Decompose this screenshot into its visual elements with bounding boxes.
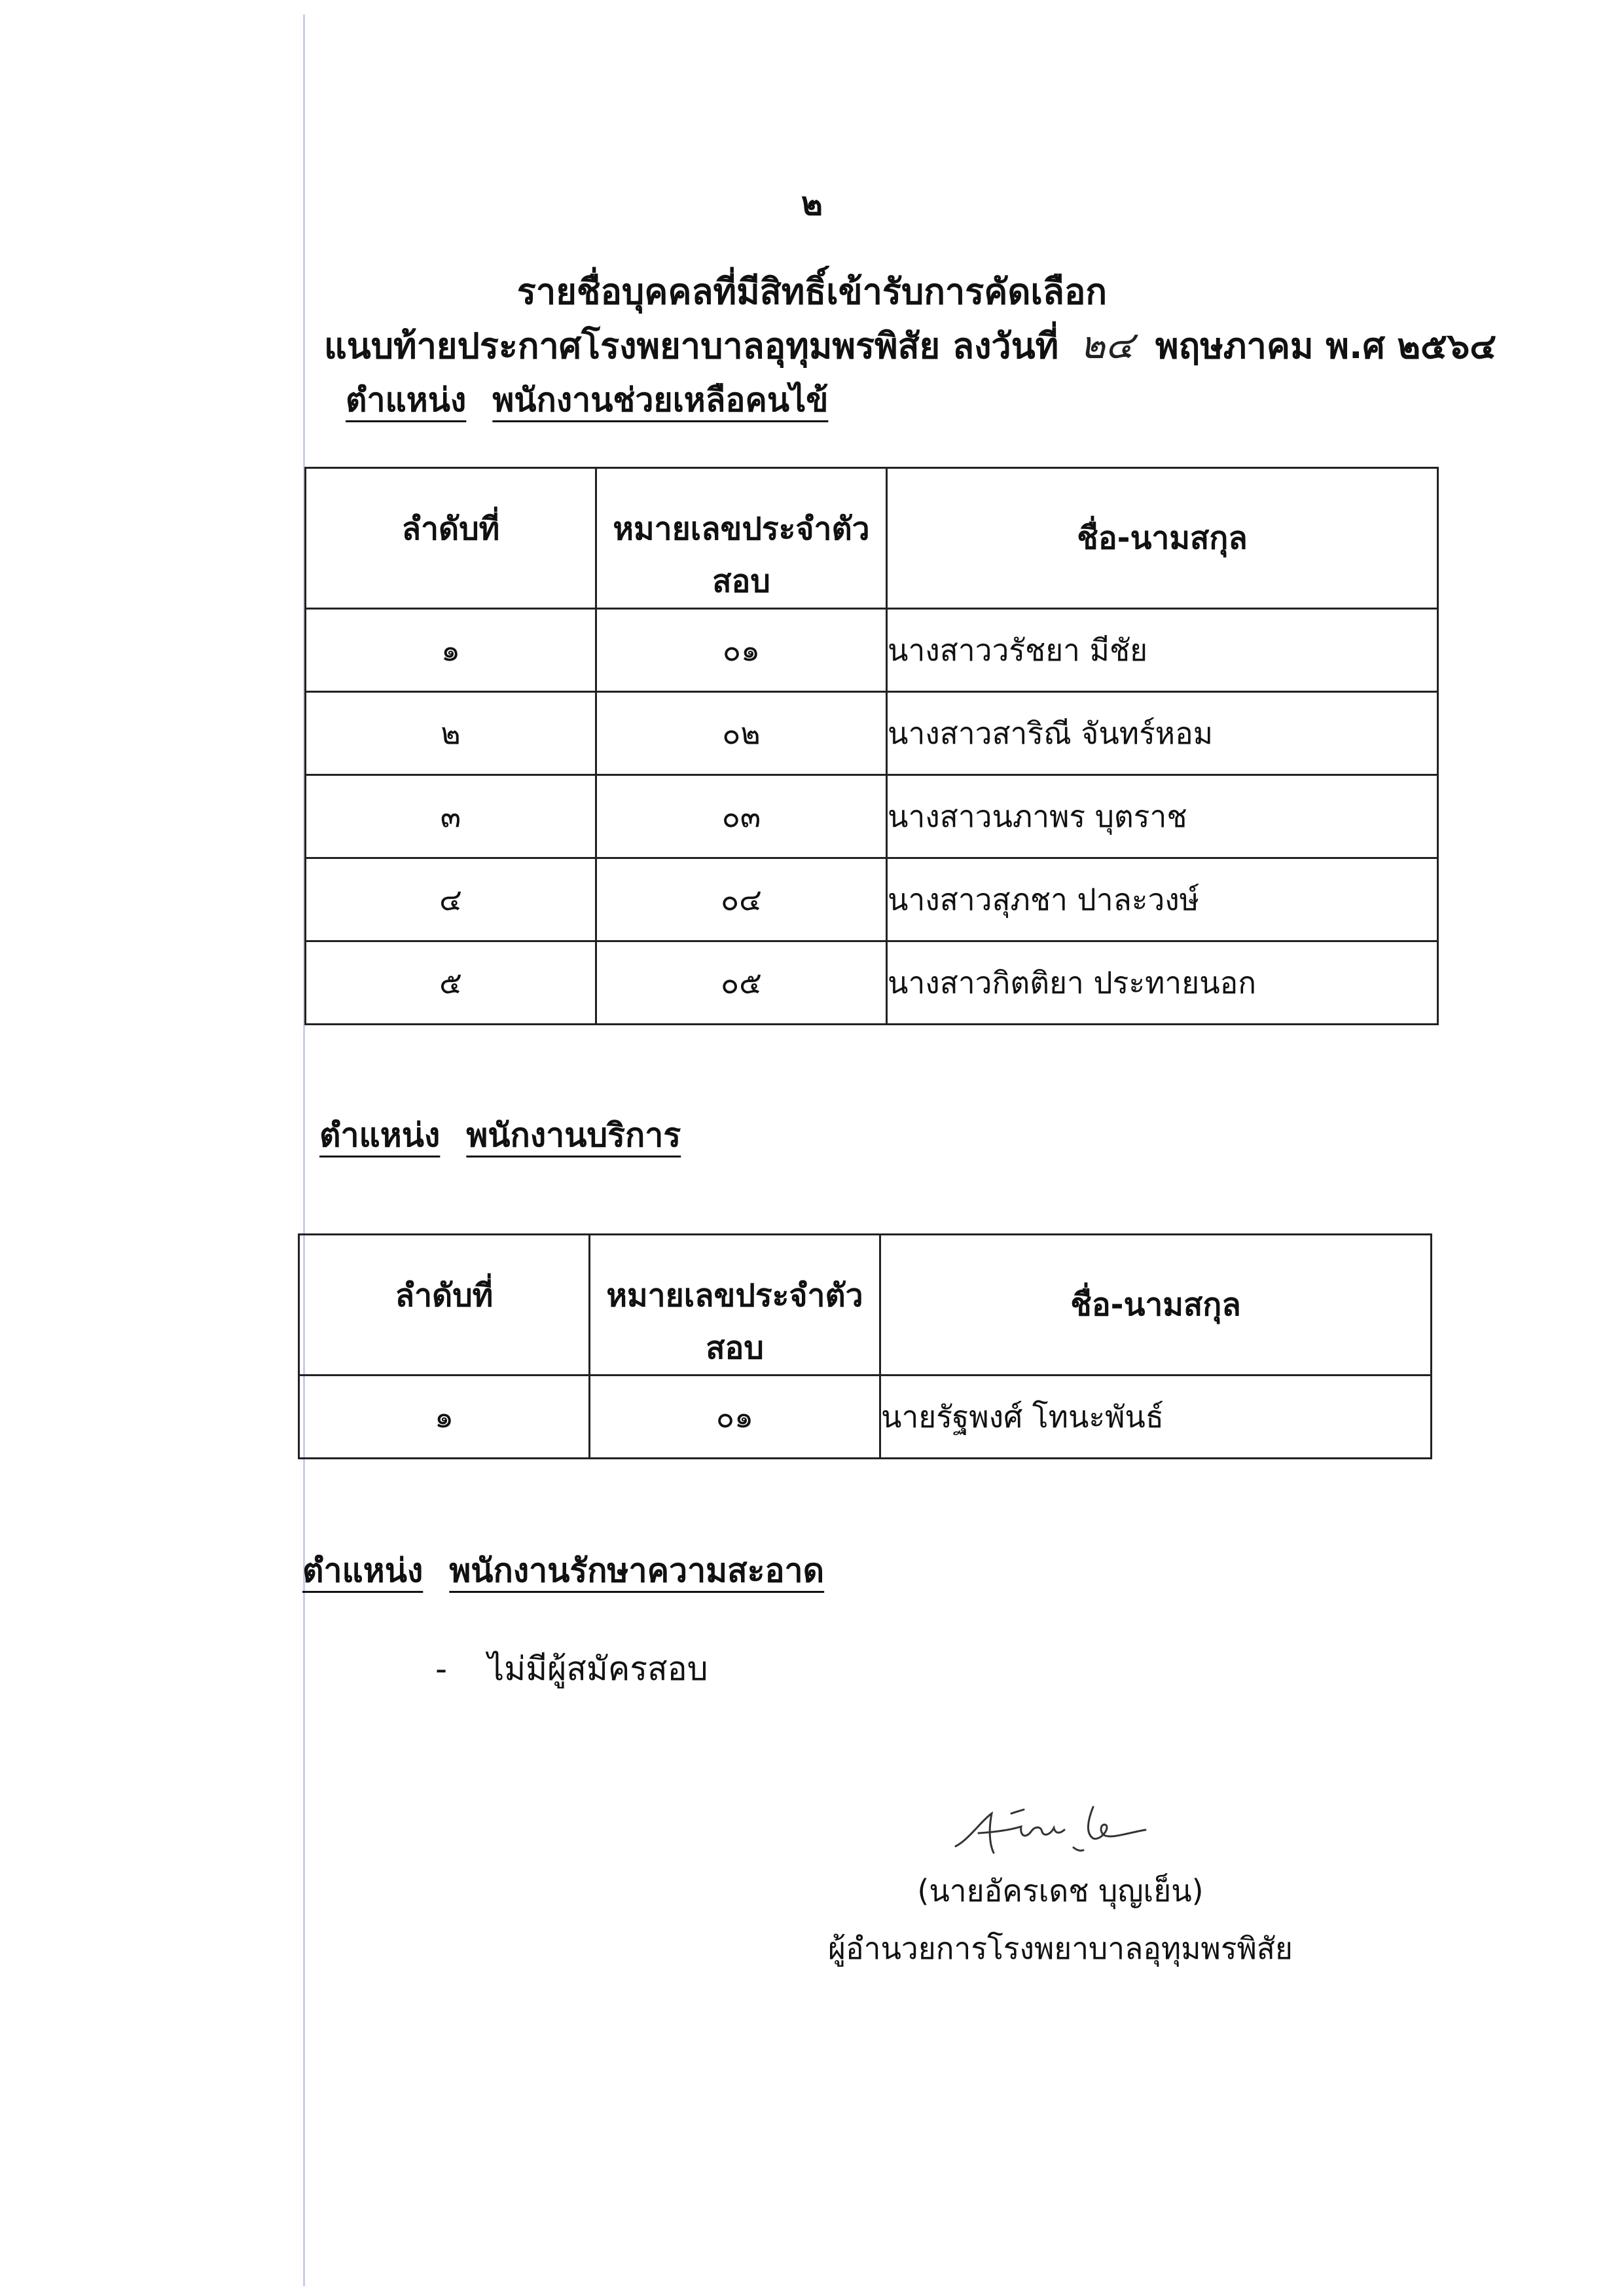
table-row [306,941,1438,1025]
cell-order: ๕ [306,941,596,1025]
subtitle-suffix: พฤษภาคม พ.ศ ๒๕๖๔ [1155,325,1497,367]
position-name: พนักงานรักษาความสะอาด [449,1552,825,1590]
cell-exam-id: ๐๑ [590,1376,880,1459]
signer-name: (นายอัครเดช บุญเย็น) [917,1873,1204,1908]
table-header-row [299,1235,1432,1376]
signature-image [943,1794,1159,1866]
binding-margin-line [303,14,305,2286]
cell-name: นายรัฐพงศ์ โทนะพันธ์ [880,1376,1432,1459]
cell-order: ๑ [299,1376,590,1459]
table-row [306,609,1438,692]
position-name: พนักงานช่วยเหลือคนไข้ [492,381,829,419]
no-applicant-text: ไม่มีผู้สมัครสอบ [488,1650,708,1688]
subtitle-prefix: แนบท้ายประกาศโรงพยาบาลอุทุมพรพิสัย ลงวันที่ [324,325,1059,367]
no-applicant-note [435,1643,708,1695]
cell-name: นางสาวสุภชา ปาละวงษ์ [887,858,1438,941]
document-subtitle [324,314,1497,375]
header-full-name: ชื่อ-นามสกุล [887,468,1438,609]
position-name: พนักงานบริการ [466,1116,681,1154]
roster-table-patient-assistant [304,467,1439,1025]
list-dash: - [435,1650,448,1688]
cell-exam-id: ๐๔ [596,858,887,941]
table-row [306,692,1438,775]
header-exam-id: หมายเลขประจำตัว สอบ [590,1235,880,1376]
cell-exam-id: ๐๓ [596,775,887,858]
header-exam-id: หมายเลขประจำตัว สอบ [596,468,887,609]
cell-order: ๓ [306,775,596,858]
cell-order: ๒ [306,692,596,775]
position-label: ตำแหน่ง [346,381,467,419]
header-order: ลำดับที่ [299,1235,590,1376]
cell-order: ๔ [306,858,596,941]
section-heading-patient-assistant [346,374,828,426]
cell-exam-id: ๐๕ [596,941,887,1025]
header-full-name: ชื่อ-นามสกุล [880,1235,1432,1376]
roster-table-service-staff [298,1233,1432,1459]
cell-name: นางสาวกิตติยา ประทายนอก [887,941,1438,1025]
section-heading-service-staff [319,1110,681,1161]
cell-name: นางสาววรัชยา มีชัย [887,609,1438,692]
cell-name: นางสาวนภาพร บุตราช [887,775,1438,858]
cell-exam-id: ๐๑ [596,609,887,692]
table-row [299,1376,1432,1459]
table-header-row [306,468,1438,609]
document-title: รายชื่อบุคคลที่มีสิทธิ์เข้ารับการคัดเลือก [516,271,1108,312]
cell-order: ๑ [306,609,596,692]
cell-name: นางสาวสาริณี จันทร์หอม [887,692,1438,775]
cell-exam-id: ๐๒ [596,692,887,775]
table-row [306,858,1438,941]
table-row [306,775,1438,858]
position-label: ตำแหน่ง [302,1552,424,1590]
signer-title: ผู้อำนวยการโรงพยาบาลอุทุมพรพิสัย [828,1931,1293,1966]
handwritten-day: ๒๔ [1080,323,1134,367]
handwritten-signature [943,1794,1159,1868]
section-heading-cleaning-staff [302,1545,824,1597]
position-label: ตำแหน่ง [319,1116,441,1154]
page-number: ๒ [801,185,823,223]
header-order: ลำดับที่ [306,468,596,609]
